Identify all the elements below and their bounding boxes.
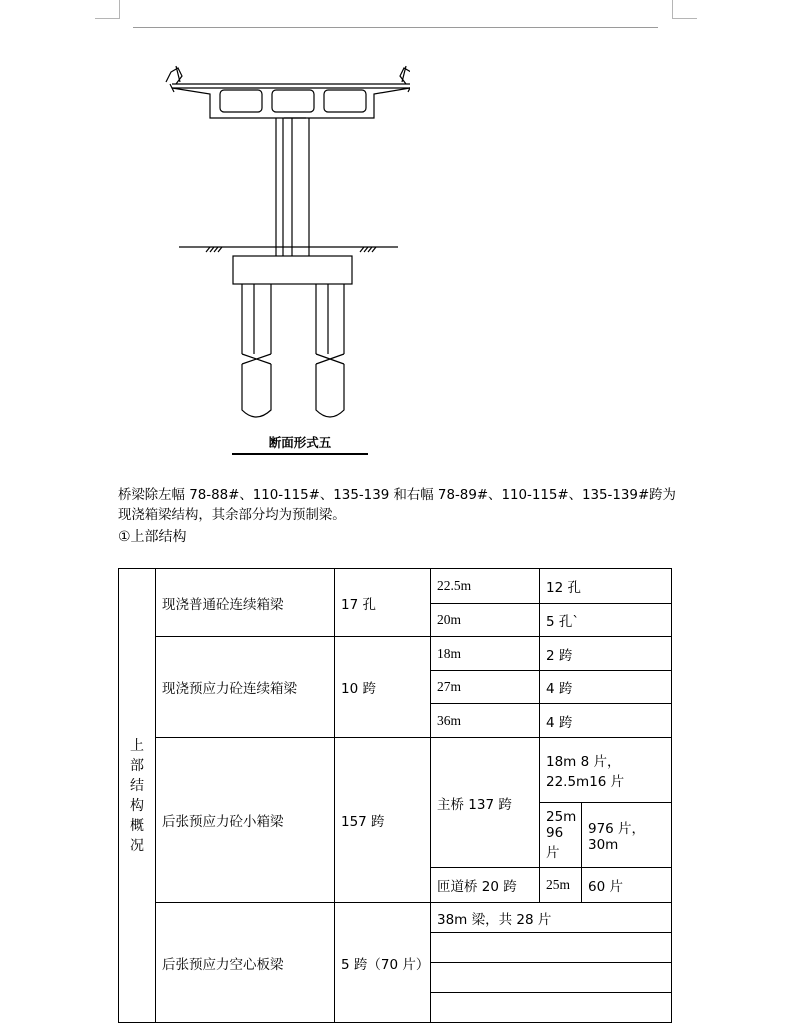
beam-type-cell: 现浇普通砼连续箱梁 [156, 569, 335, 637]
ground-line [179, 247, 398, 252]
right-pile [316, 284, 344, 417]
section-heading: ①上部结构 [118, 529, 187, 545]
empty-cell [431, 933, 672, 963]
span-cell: 25m 96 片 [540, 803, 582, 868]
empty-cell [431, 993, 672, 1023]
box-girder-cells [220, 90, 366, 112]
count-cell: 157 跨 [335, 738, 431, 903]
header-rule [133, 27, 658, 28]
qty-cell: 4 跨 [540, 671, 672, 704]
pile-cap [233, 256, 352, 284]
count-cell: 10 跨 [335, 637, 431, 738]
bridge-cross-section-drawing [160, 55, 410, 430]
qty-cell: 5 孔` [540, 604, 672, 637]
span-cell: 27m [431, 671, 540, 704]
span-cell: 20m [431, 604, 540, 637]
qty-cell: 60 片 [582, 868, 672, 903]
page-corner-mark-right [672, 0, 697, 19]
beam-type-cell: 后张预应力砼小箱梁 [156, 738, 335, 903]
qty-cell: 976 片，30m [582, 803, 672, 868]
count-cell: 5 跨（70 片） [335, 903, 431, 1023]
span-cell: 18m [431, 637, 540, 671]
span-cell: 25m [540, 868, 582, 903]
body-paragraph: 桥梁除左幅 78-88#、110-115#、135-139 和右幅 78-89#、110-115#、135-139#跨为现浇箱梁结构，其余部分均为预制梁。 [118, 488, 676, 523]
side-label-cell [119, 569, 156, 1023]
qty-cell: 4 跨 [540, 704, 672, 738]
superstructure-table [118, 568, 672, 1023]
page-corner-mark-left [95, 0, 120, 19]
deck-slab [172, 84, 410, 118]
figure-caption-underline [232, 453, 368, 455]
empty-cell [431, 963, 672, 993]
beam-type-cell: 后张预应力空心板梁 [156, 903, 335, 1023]
pier-column [276, 118, 309, 256]
qty-cell: 12 孔 [540, 569, 672, 604]
qty-cell: 2 跨 [540, 637, 672, 671]
side-label: 上部结构概况 [130, 737, 144, 854]
ramp-bridge-cell: 匝道桥 20 跨 [431, 868, 540, 903]
main-bridge-cell: 主桥 137 跨 [431, 738, 540, 868]
count-cell: 17 孔 [335, 569, 431, 637]
qty-cell: 18m 8 片，22.5m16 片 [540, 738, 672, 803]
span-cell: 36m [431, 704, 540, 738]
left-pile [242, 284, 271, 417]
qty-cell: 38m 梁，共 28 片 [431, 903, 672, 933]
beam-type-cell: 现浇预应力砼连续箱梁 [156, 637, 335, 738]
span-cell: 22.5m [431, 569, 540, 604]
figure-caption: 断面形式五 [268, 435, 332, 450]
